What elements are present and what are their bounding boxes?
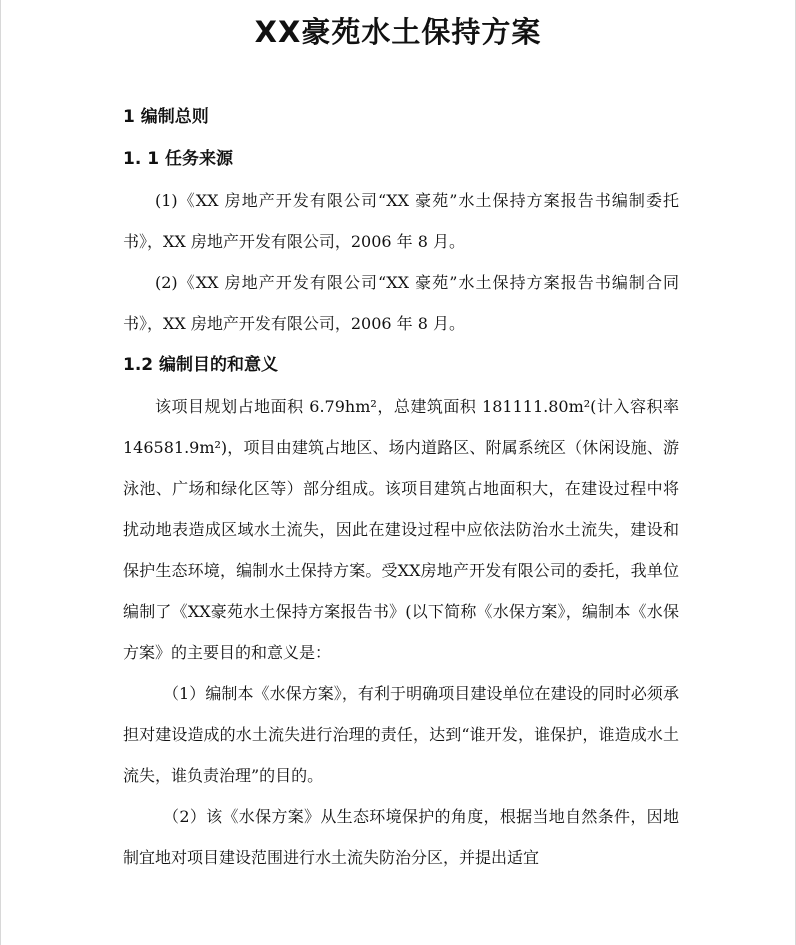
paragraph-project-overview: 该项目规划占地面积 6.79hm²，总建筑面积 181111.80m²(计入容积率 146581.9m²)，项目由建筑占地区、场内道路区、附属系统区（休闲设施、游泳池、广场和绿化区等）部分组成。该项目建筑占地面积大，在建设过程中将扰动地表造成区域水土流失，因此在建设过程中应依法防治水土流失，建设和保护生态环境，编制水土保持方案。受XX房地产开发有限公司的委托，我单位编制了《XX豪苑水土保持方案报告书》(以下简称《水保方案》，编制本《水保方案》的主要目的和意义是： <box>123 397 679 662</box>
heading-section-1: 1 编制总则 <box>123 107 209 127</box>
document-title: XX豪苑水土保持方案 <box>254 15 542 49</box>
heading-section-1-1: 1. 1 任务来源 <box>123 149 233 169</box>
document-body <box>123 96 679 878</box>
paragraph-contract: (2)《XX 房地产开发有限公司“XX 豪苑”水土保持方案报告书编制合同书》，XX 房地产开发有限公司，2006 年 8 月。 <box>123 273 679 333</box>
paragraph-purpose-1: （1）编制本《水保方案》，有利于明确项目建设单位在建设的同时必须承担对建设造成的水土流失进行治理的责任，达到“谁开发，谁保护，谁造成水土流失，谁负责治理”的目的。 <box>123 684 679 785</box>
paragraph-purpose-2: （2）该《水保方案》从生态环境保护的角度，根据当地自然条件，因地制宜地对项目建设范围进行水土流失防治分区，并提出适宜 <box>123 807 679 867</box>
paragraph-commission-letter: (1)《XX 房地产开发有限公司“XX 豪苑”水土保持方案报告书编制委托书》，XX 房地产开发有限公司，2006 年 8 月。 <box>123 191 679 251</box>
heading-section-1-2: 1.2 编制目的和意义 <box>123 355 279 375</box>
